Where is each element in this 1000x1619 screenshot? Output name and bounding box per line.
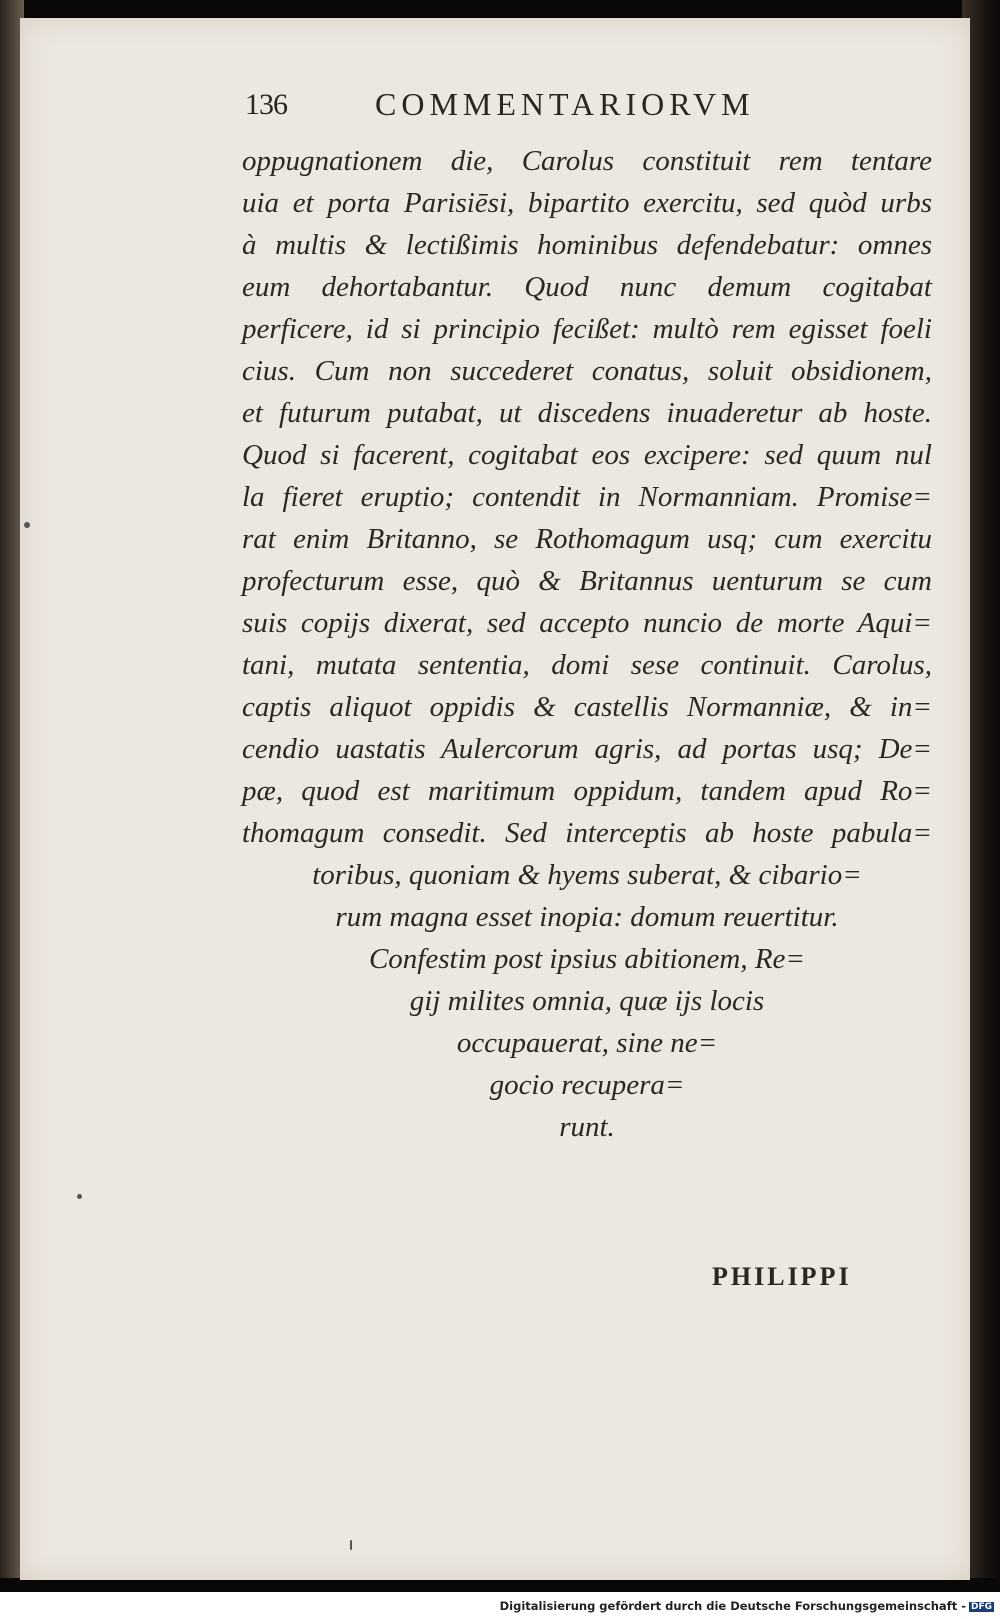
text-line: captis aliquot oppidis & castellis Normanniæ, & in= xyxy=(242,691,932,723)
paper-speck xyxy=(77,1194,82,1199)
paper-speck xyxy=(24,522,30,528)
text-line: gocio recupera= xyxy=(489,1069,685,1101)
text-line: oppugnationem die, Carolus constituit rem tentare xyxy=(242,145,932,177)
text-line: cendio uastatis Aulercorum agris, ad portas usq; De= xyxy=(242,733,932,765)
text-line: et futurum putabat, ut discedens inuaderetur ab hoste. xyxy=(242,397,932,429)
credit-text: Digitalisierung gefördert durch die Deutsche Forschungsgemeinschaft - xyxy=(499,1599,966,1613)
text-line: à multis & lectißimis hominibus defendebatur: omnes xyxy=(242,229,932,261)
scan-bottom-edge xyxy=(0,1578,1000,1592)
scan-top-edge xyxy=(0,0,1000,20)
catchword: PHILIPPI xyxy=(712,1262,852,1291)
running-title: COMMENTARIORVM xyxy=(375,86,755,122)
page-header xyxy=(245,86,850,126)
text-line: rum magna esset inopia: domum reuertitur. xyxy=(335,901,839,933)
text-line: pæ, quod est maritimum oppidum, tandem apud Ro= xyxy=(242,775,932,807)
dfg-logo: DFG xyxy=(970,1602,992,1612)
page-number: 136 xyxy=(245,88,287,121)
text-line: rat enim Britanno, se Rothomagum usq; cum exercitu xyxy=(242,523,932,555)
digitization-credit xyxy=(500,1599,994,1613)
body-text xyxy=(242,140,932,1148)
text-line: cius. Cum non succederet conatus, soluit obsidionem, xyxy=(242,355,932,387)
text-line: uia et porta Parisiēsi, bipartito exercitu, sed quòd urbs xyxy=(242,187,932,219)
text-line: occupauerat, sine ne= xyxy=(456,1027,718,1059)
text-line: runt. xyxy=(559,1111,615,1143)
text-line: la fieret eruptio; contendit in Normanniam. Promise= xyxy=(242,481,932,513)
text-line: Confestim post ipsius abitionem, Re= xyxy=(368,943,806,975)
paper-speck xyxy=(350,1540,352,1550)
text-line: gij milites omnia, quæ ijs locis xyxy=(409,985,765,1017)
text-line: suis copijs dixerat, sed accepto nuncio de morte Aqui= xyxy=(242,607,932,639)
text-line: toribus, quoniam & hyems suberat, & cibario= xyxy=(312,859,862,891)
text-line: profecturum esse, quò & Britannus uenturum se cum xyxy=(242,565,932,597)
text-line: eum dehortabantur. Quod nunc demum cogitabat xyxy=(242,271,932,303)
text-line: perficere, id si principio fecißet: multò rem egisset foeli xyxy=(242,313,932,345)
text-line: tani, mutata sententia, domi sese continuit. Carolus, xyxy=(242,649,932,681)
text-line: Quod si facerent, cogitabat eos excipere: sed quum nul xyxy=(242,439,932,471)
text-line: thomagum consedit. Sed interceptis ab hoste pabula= xyxy=(242,817,932,849)
